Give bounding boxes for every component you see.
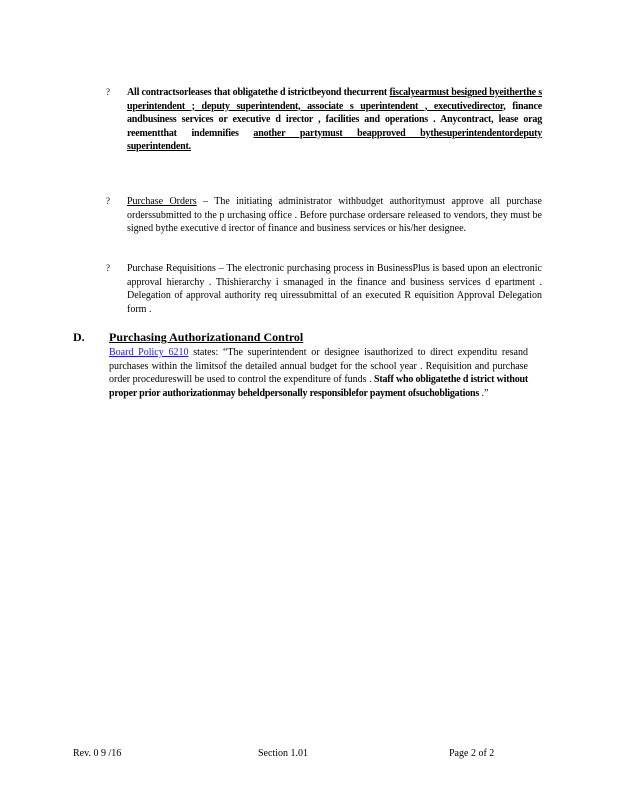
bullet-contracts-text bbox=[127, 86, 542, 154]
contracts-plain: finance andbusiness services or executive d irector , facilities and operations . Anycontract, lease orag reementthat indemnifies bbox=[127, 100, 542, 139]
purchase-orders-body: – The initiating administrator withbudget authoritymust approve all purchase orderssubmitted to the p urchasing office . Before purchase ordersare released to vendors, they must be signed bythe executive d irector of finance and business services or his/her designee. bbox=[127, 196, 542, 234]
contracts-line1: All contractsorleases that obligatethe d istrictbeyond thecurrent bbox=[127, 87, 388, 98]
section-closing: .” bbox=[479, 387, 489, 399]
contracts-underlined: fiscalyearmust besigned byeitherthe s uperintendent ; deputy superintendent, associate s uperintendent , executivedirector, bbox=[127, 87, 542, 112]
bullet-marker: ? bbox=[106, 263, 110, 273]
bullet-purchase-requisitions bbox=[106, 262, 542, 316]
bullet-purchase-orders bbox=[106, 195, 542, 236]
section-bold-text: Staff who obligatethe d istrict without proper prior authorizationmay beheldpersonally responsiblefor payment ofsuchobligations bbox=[109, 374, 528, 399]
board-policy-link[interactable]: Board Policy 6210 bbox=[109, 347, 189, 358]
purchase-requisitions-text: Purchase Requisitions – The electronic purchasing process in BusinessPlus is based upon an electronic approval hierarchy . Thishierarchy i smanaged in the finance and business services d epartment . Delegation of approval authority req uiressubmittal of an executed R equisition Approval Delegation form . bbox=[127, 263, 542, 315]
contracts-underlined-2: another partymust beapproved bythesuperintendentordeputy superintendent. bbox=[127, 127, 542, 152]
section-heading: Purchasing Authorizationand Control bbox=[109, 330, 304, 344]
section-letter: D. bbox=[73, 330, 85, 344]
footer-revision: Rev. 0 9 /16 bbox=[73, 748, 122, 759]
bullet-marker: ? bbox=[106, 87, 110, 97]
bullet-marker: ? bbox=[106, 196, 110, 206]
section-body-text: states: “The superintendent or designee isauthorized to direct expenditu resand purchases within the limitsof the detailed annual budget for the school year . Requisition and purchase order procedureswill be used to control the expenditure of funds . bbox=[109, 347, 528, 385]
purchase-orders-title: Purchase Orders bbox=[127, 196, 197, 207]
bullet-contracts bbox=[106, 86, 542, 154]
bullet-purchase-orders-text bbox=[127, 195, 542, 236]
footer-section: Section 1.01 bbox=[258, 748, 308, 759]
section-body bbox=[109, 346, 528, 400]
footer-page: Page 2 of 2 bbox=[449, 748, 495, 759]
